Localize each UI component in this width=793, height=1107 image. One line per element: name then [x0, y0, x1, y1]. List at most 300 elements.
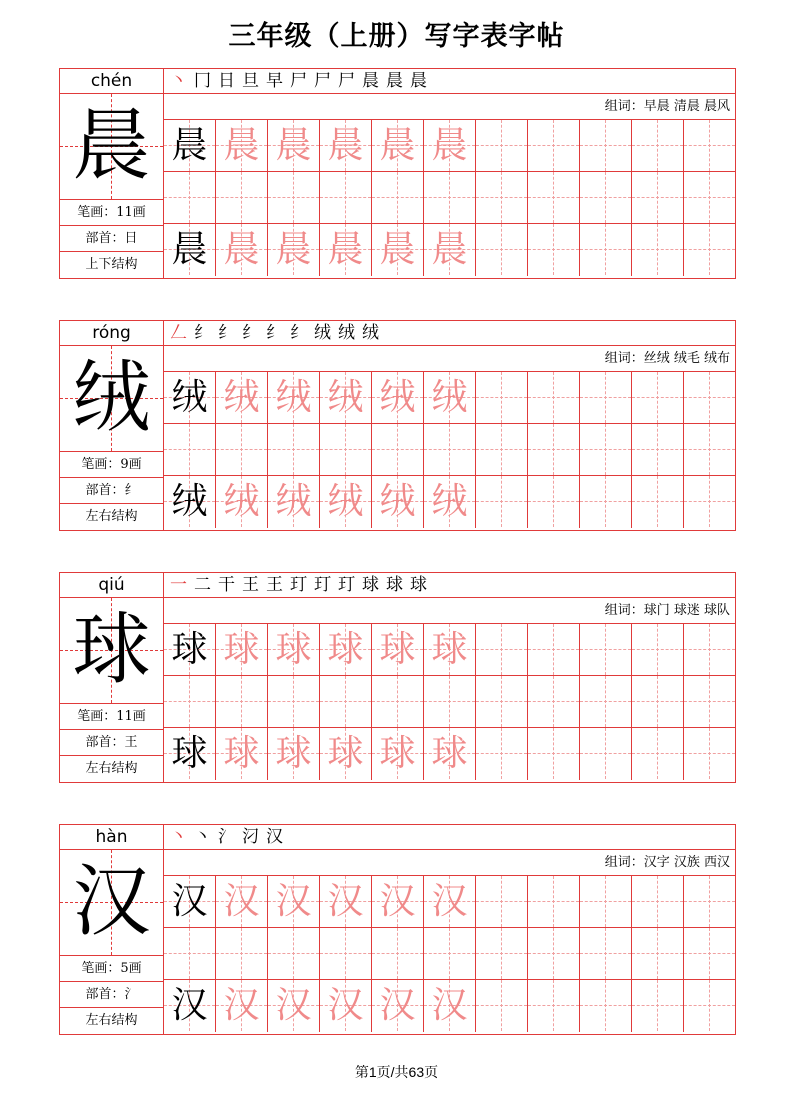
model-char: 球	[171, 733, 208, 774]
stroke-step: 早	[266, 71, 283, 91]
stroke-step: 玎	[338, 575, 355, 595]
guide-line	[605, 980, 606, 1031]
practice-cell[interactable]	[216, 676, 268, 728]
practice-cell[interactable]	[476, 928, 528, 980]
practice-cell[interactable]	[268, 120, 320, 172]
practice-cell[interactable]	[268, 676, 320, 728]
stroke-count: 笔画：11画	[60, 704, 163, 730]
structure: 上下结构	[85, 257, 138, 272]
trace-char: 晨	[275, 229, 312, 270]
trace-char: 球	[431, 629, 468, 670]
practice-cell[interactable]	[372, 476, 424, 528]
guide-line	[397, 424, 398, 475]
practice-cell[interactable]	[580, 424, 632, 476]
practice-cell[interactable]	[476, 372, 528, 424]
practice-cell[interactable]	[372, 876, 424, 928]
practice-row	[164, 624, 735, 676]
practice-cell[interactable]	[580, 372, 632, 424]
guide-line	[241, 676, 242, 727]
guide-line	[657, 980, 658, 1031]
guide-line	[605, 624, 606, 675]
guide-line	[605, 876, 606, 927]
pinyin: hàn	[60, 825, 163, 850]
practice-cell[interactable]	[632, 928, 684, 980]
guide-line	[293, 424, 294, 475]
radical: 部首：氵	[60, 982, 163, 1008]
structure: 左右结构	[85, 1013, 138, 1028]
guide-line	[657, 172, 658, 223]
practice-cell[interactable]	[320, 728, 372, 780]
stroke-step: 纟	[290, 323, 307, 343]
practice-cell[interactable]	[320, 424, 372, 476]
practice-cell[interactable]	[684, 172, 735, 224]
practice-cell[interactable]	[268, 172, 320, 224]
guide-line	[553, 424, 554, 475]
trace-char: 球	[223, 733, 260, 774]
guide-line	[657, 876, 658, 927]
trace-char: 汉	[431, 985, 468, 1026]
practice-cell[interactable]	[528, 928, 580, 980]
stroke-step: 汉	[266, 827, 283, 847]
stroke-step: 旦	[242, 71, 259, 91]
practice-cell[interactable]	[632, 372, 684, 424]
practice-cell[interactable]	[320, 624, 372, 676]
practice-cell[interactable]	[528, 372, 580, 424]
practice-cell[interactable]	[684, 224, 735, 276]
pinyin: róng	[60, 321, 163, 346]
practice-cell[interactable]	[528, 624, 580, 676]
big-char: 绒	[72, 353, 151, 443]
radical: 部首：日	[60, 226, 163, 252]
trace-char: 绒	[223, 377, 260, 418]
practice-row	[164, 876, 735, 928]
practice-cell[interactable]	[216, 172, 268, 224]
word-examples: 组词：球门 球迷 球队	[164, 598, 735, 624]
guide-line	[449, 676, 450, 727]
practice-cell[interactable]	[684, 676, 735, 728]
practice-cell[interactable]	[268, 876, 320, 928]
practice-cell[interactable]	[268, 424, 320, 476]
guide-line	[345, 424, 346, 475]
practice-cell[interactable]	[268, 728, 320, 780]
trace-char: 绒	[431, 377, 468, 418]
guide-line	[553, 372, 554, 423]
practice-cell[interactable]	[320, 120, 372, 172]
stroke-step: 日	[218, 71, 235, 91]
model-char: 绒	[171, 481, 208, 522]
guide-line	[241, 928, 242, 979]
trace-char: 晨	[223, 229, 260, 270]
guide-line	[189, 676, 190, 727]
pinyin: qiú	[60, 573, 163, 598]
trace-char: 晨	[379, 125, 416, 166]
practice-cell[interactable]	[476, 624, 528, 676]
practice-cell[interactable]	[632, 120, 684, 172]
stroke-step: 绒	[362, 323, 379, 343]
practice-cell[interactable]	[320, 876, 372, 928]
stroke-step: 晨	[410, 71, 427, 91]
practice-cell[interactable]	[216, 120, 268, 172]
practice-cell[interactable]	[580, 980, 632, 1032]
guide-line	[293, 172, 294, 223]
structure: 左右结构	[85, 761, 138, 776]
practice-cell[interactable]	[580, 928, 632, 980]
trace-char: 球	[327, 629, 364, 670]
practice-cell[interactable]	[372, 424, 424, 476]
practice-cell[interactable]	[164, 728, 216, 780]
practice-cell[interactable]	[684, 876, 735, 928]
guide-line	[501, 728, 502, 779]
practice-cell[interactable]	[216, 424, 268, 476]
guide-line	[501, 624, 502, 675]
practice-cell[interactable]	[320, 476, 372, 528]
guide-line	[397, 676, 398, 727]
practice-cell[interactable]	[216, 224, 268, 276]
practice-cell[interactable]	[164, 372, 216, 424]
practice-row	[164, 172, 735, 224]
trace-char: 球	[223, 629, 260, 670]
practice-row	[164, 980, 735, 1032]
practice-cell[interactable]	[372, 224, 424, 276]
practice-cell[interactable]	[684, 980, 735, 1032]
trace-char: 绒	[275, 377, 312, 418]
stroke-step: 纟	[194, 323, 211, 343]
trace-char: 汉	[275, 881, 312, 922]
char-block	[59, 824, 736, 1035]
practice-cell[interactable]	[216, 372, 268, 424]
practice-cell[interactable]	[164, 120, 216, 172]
practice-cell[interactable]	[164, 876, 216, 928]
guide-line	[709, 172, 710, 223]
practice-row	[164, 676, 735, 728]
practice-cell[interactable]	[476, 980, 528, 1032]
practice-cell[interactable]	[268, 980, 320, 1032]
practice-cell[interactable]	[164, 624, 216, 676]
practice-cell[interactable]	[320, 372, 372, 424]
stroke-count: 笔画：11画	[60, 200, 163, 226]
guide-line	[345, 676, 346, 727]
practice-cell[interactable]	[684, 476, 735, 528]
word-examples: 组词：丝绒 绒毛 绒布	[164, 346, 735, 372]
stroke-step: 丶	[194, 827, 211, 847]
guide-line	[553, 120, 554, 171]
practice-cell[interactable]	[424, 424, 476, 476]
trace-char: 绒	[327, 377, 364, 418]
stroke-step: 绒	[314, 323, 331, 343]
practice-cell[interactable]	[632, 728, 684, 780]
trace-char: 汉	[275, 985, 312, 1026]
trace-char: 晨	[275, 125, 312, 166]
guide-line	[657, 224, 658, 275]
practice-cell[interactable]	[372, 624, 424, 676]
practice-cell[interactable]	[528, 476, 580, 528]
guide-line	[605, 928, 606, 979]
practice-cell[interactable]	[320, 172, 372, 224]
practice-row	[164, 424, 735, 476]
trace-char: 汉	[223, 985, 260, 1026]
guide-line	[553, 172, 554, 223]
guide-line	[501, 876, 502, 927]
pinyin: chén	[60, 69, 163, 94]
stroke-step: 二	[194, 575, 211, 595]
practice-cell[interactable]	[268, 624, 320, 676]
big-char: 汉	[72, 857, 151, 947]
practice-cell[interactable]	[580, 172, 632, 224]
practice-cell[interactable]	[424, 372, 476, 424]
trace-char: 绒	[431, 481, 468, 522]
practice-cell[interactable]	[528, 224, 580, 276]
guide-line	[293, 928, 294, 979]
practice-cell[interactable]	[528, 728, 580, 780]
practice-cell[interactable]	[580, 728, 632, 780]
stroke-step: 晨	[386, 71, 403, 91]
page-title: 三年级（上册）写字表字帖	[228, 21, 565, 52]
practice-cell[interactable]	[528, 172, 580, 224]
stroke-count: 笔画：9画	[60, 452, 163, 478]
practice-cell[interactable]	[164, 424, 216, 476]
stroke-step: 丶	[170, 827, 187, 847]
practice-cell[interactable]	[528, 876, 580, 928]
model-char: 绒	[171, 377, 208, 418]
practice-cell[interactable]	[580, 224, 632, 276]
char-block	[59, 320, 736, 531]
big-char-box	[60, 598, 163, 704]
practice-cell[interactable]	[632, 624, 684, 676]
guide-line	[657, 120, 658, 171]
practice-cell[interactable]	[268, 372, 320, 424]
practice-cell[interactable]	[268, 476, 320, 528]
practice-cell[interactable]	[684, 424, 735, 476]
practice-cell[interactable]	[684, 120, 735, 172]
practice-cell[interactable]	[580, 876, 632, 928]
practice-cell[interactable]	[424, 980, 476, 1032]
guide-line	[189, 928, 190, 979]
practice-cell[interactable]	[580, 624, 632, 676]
big-char-box	[60, 94, 163, 200]
guide-line	[449, 928, 450, 979]
practice-cell[interactable]	[632, 224, 684, 276]
guide-line	[605, 424, 606, 475]
model-char: 晨	[171, 125, 208, 166]
practice-cell[interactable]	[164, 224, 216, 276]
guide-line	[553, 928, 554, 979]
practice-cell[interactable]	[632, 172, 684, 224]
practice-cell[interactable]	[632, 980, 684, 1032]
practice-cell[interactable]	[580, 120, 632, 172]
trace-char: 绒	[275, 481, 312, 522]
guide-line	[293, 676, 294, 727]
trace-char: 晨	[223, 125, 260, 166]
trace-char: 球	[379, 629, 416, 670]
practice-cell[interactable]	[372, 980, 424, 1032]
practice-cell[interactable]	[164, 980, 216, 1032]
stroke-step: 尸	[314, 71, 331, 91]
guide-line	[605, 676, 606, 727]
guide-line	[709, 372, 710, 423]
guide-line	[605, 224, 606, 275]
practice-cell[interactable]	[528, 676, 580, 728]
practice-cell[interactable]	[528, 980, 580, 1032]
guide-line	[709, 476, 710, 527]
practice-cell[interactable]	[684, 728, 735, 780]
stroke-step: 球	[386, 575, 403, 595]
guide-line	[605, 476, 606, 527]
guide-line	[709, 424, 710, 475]
guide-line	[449, 424, 450, 475]
guide-line	[553, 676, 554, 727]
trace-char: 汉	[327, 881, 364, 922]
trace-char: 绒	[327, 481, 364, 522]
practice-cell[interactable]	[424, 876, 476, 928]
practice-cell[interactable]	[476, 728, 528, 780]
trace-char: 绒	[379, 481, 416, 522]
big-char: 晨	[72, 101, 151, 191]
stroke-step: 一	[170, 575, 187, 595]
practice-cell[interactable]	[320, 224, 372, 276]
practice-cell[interactable]	[632, 876, 684, 928]
guide-line	[657, 676, 658, 727]
practice-cell[interactable]	[216, 876, 268, 928]
guide-line	[709, 876, 710, 927]
guide-line	[553, 224, 554, 275]
practice-cell[interactable]	[216, 980, 268, 1032]
stroke-step: 汈	[242, 827, 259, 847]
practice-cell[interactable]	[476, 224, 528, 276]
trace-char: 汉	[431, 881, 468, 922]
practice-cell[interactable]	[372, 172, 424, 224]
practice-cell[interactable]	[684, 928, 735, 980]
practice-cell[interactable]	[424, 928, 476, 980]
practice-cell[interactable]	[476, 676, 528, 728]
practice-cell[interactable]	[372, 676, 424, 728]
practice-cell[interactable]	[268, 224, 320, 276]
practice-cell[interactable]	[164, 476, 216, 528]
stroke-step: 冂	[194, 71, 211, 91]
guide-line	[189, 424, 190, 475]
stroke-step: 纟	[218, 323, 235, 343]
char-info-column	[60, 321, 164, 530]
practice-cell[interactable]	[476, 172, 528, 224]
stroke-step: 玎	[314, 575, 331, 595]
practice-cell[interactable]	[632, 476, 684, 528]
practice-cell[interactable]	[372, 372, 424, 424]
practice-cell[interactable]	[632, 676, 684, 728]
char-info-column	[60, 825, 164, 1034]
page-footer: 第1页/共63页	[354, 1064, 439, 1080]
guide-line	[657, 624, 658, 675]
guide-line	[553, 980, 554, 1031]
model-char: 汉	[171, 985, 208, 1026]
guide-line	[553, 624, 554, 675]
practice-cell[interactable]	[424, 120, 476, 172]
practice-cell[interactable]	[424, 476, 476, 528]
practice-row	[164, 728, 735, 780]
practice-cell[interactable]	[216, 624, 268, 676]
trace-char: 球	[431, 733, 468, 774]
stroke-step: 王	[242, 575, 259, 595]
practice-cell[interactable]	[632, 424, 684, 476]
practice-cell[interactable]	[372, 120, 424, 172]
practice-cell[interactable]	[268, 928, 320, 980]
practice-row	[164, 928, 735, 980]
practice-row	[164, 372, 735, 424]
practice-cell[interactable]	[580, 476, 632, 528]
radical: 部首：王	[60, 730, 163, 756]
practice-cell[interactable]	[372, 928, 424, 980]
trace-char: 晨	[431, 229, 468, 270]
guide-line	[657, 424, 658, 475]
guide-line	[605, 728, 606, 779]
guide-line	[501, 676, 502, 727]
practice-cell[interactable]	[476, 120, 528, 172]
model-char: 晨	[171, 229, 208, 270]
guide-line	[657, 476, 658, 527]
practice-cell[interactable]	[320, 676, 372, 728]
guide-line	[501, 928, 502, 979]
stroke-step: 尸	[290, 71, 307, 91]
practice-cell[interactable]	[424, 728, 476, 780]
practice-cell[interactable]	[372, 728, 424, 780]
practice-cell[interactable]	[476, 424, 528, 476]
guide-line	[709, 676, 710, 727]
stroke-step: 球	[362, 575, 379, 595]
guide-line	[501, 476, 502, 527]
practice-cell[interactable]	[164, 676, 216, 728]
practice-cell[interactable]	[216, 728, 268, 780]
char-block	[59, 68, 736, 279]
stroke-order	[164, 825, 735, 850]
trace-char: 汉	[379, 985, 416, 1026]
radical: 部首：纟	[60, 478, 163, 504]
stroke-step: 纟	[266, 323, 283, 343]
guide-line	[657, 928, 658, 979]
model-char: 汉	[171, 881, 208, 922]
trace-char: 晨	[327, 125, 364, 166]
guide-line	[501, 120, 502, 171]
practice-cell[interactable]	[580, 676, 632, 728]
practice-row	[164, 120, 735, 172]
practice-cell[interactable]	[476, 876, 528, 928]
practice-cell[interactable]	[164, 172, 216, 224]
practice-cell[interactable]	[424, 676, 476, 728]
guide-line	[449, 172, 450, 223]
practice-cell[interactable]	[528, 424, 580, 476]
practice-cell[interactable]	[424, 224, 476, 276]
guide-line	[657, 728, 658, 779]
practice-cell[interactable]	[320, 928, 372, 980]
practice-cell[interactable]	[216, 928, 268, 980]
trace-char: 球	[379, 733, 416, 774]
practice-cell[interactable]	[164, 928, 216, 980]
char-info-column	[60, 573, 164, 782]
practice-cell[interactable]	[424, 172, 476, 224]
char-info-column	[60, 69, 164, 278]
practice-cell[interactable]	[476, 476, 528, 528]
guide-line	[189, 172, 190, 223]
practice-cell[interactable]	[684, 624, 735, 676]
practice-cell[interactable]	[684, 372, 735, 424]
practice-cell[interactable]	[424, 624, 476, 676]
stroke-step: 氵	[218, 827, 235, 847]
stroke-step: 尸	[338, 71, 355, 91]
practice-cell[interactable]	[320, 980, 372, 1032]
guide-line	[501, 980, 502, 1031]
stroke-step: 𠃋	[170, 323, 187, 343]
practice-cell[interactable]	[216, 476, 268, 528]
stroke-order	[164, 69, 735, 94]
guide-line	[397, 928, 398, 979]
practice-cell[interactable]	[528, 120, 580, 172]
